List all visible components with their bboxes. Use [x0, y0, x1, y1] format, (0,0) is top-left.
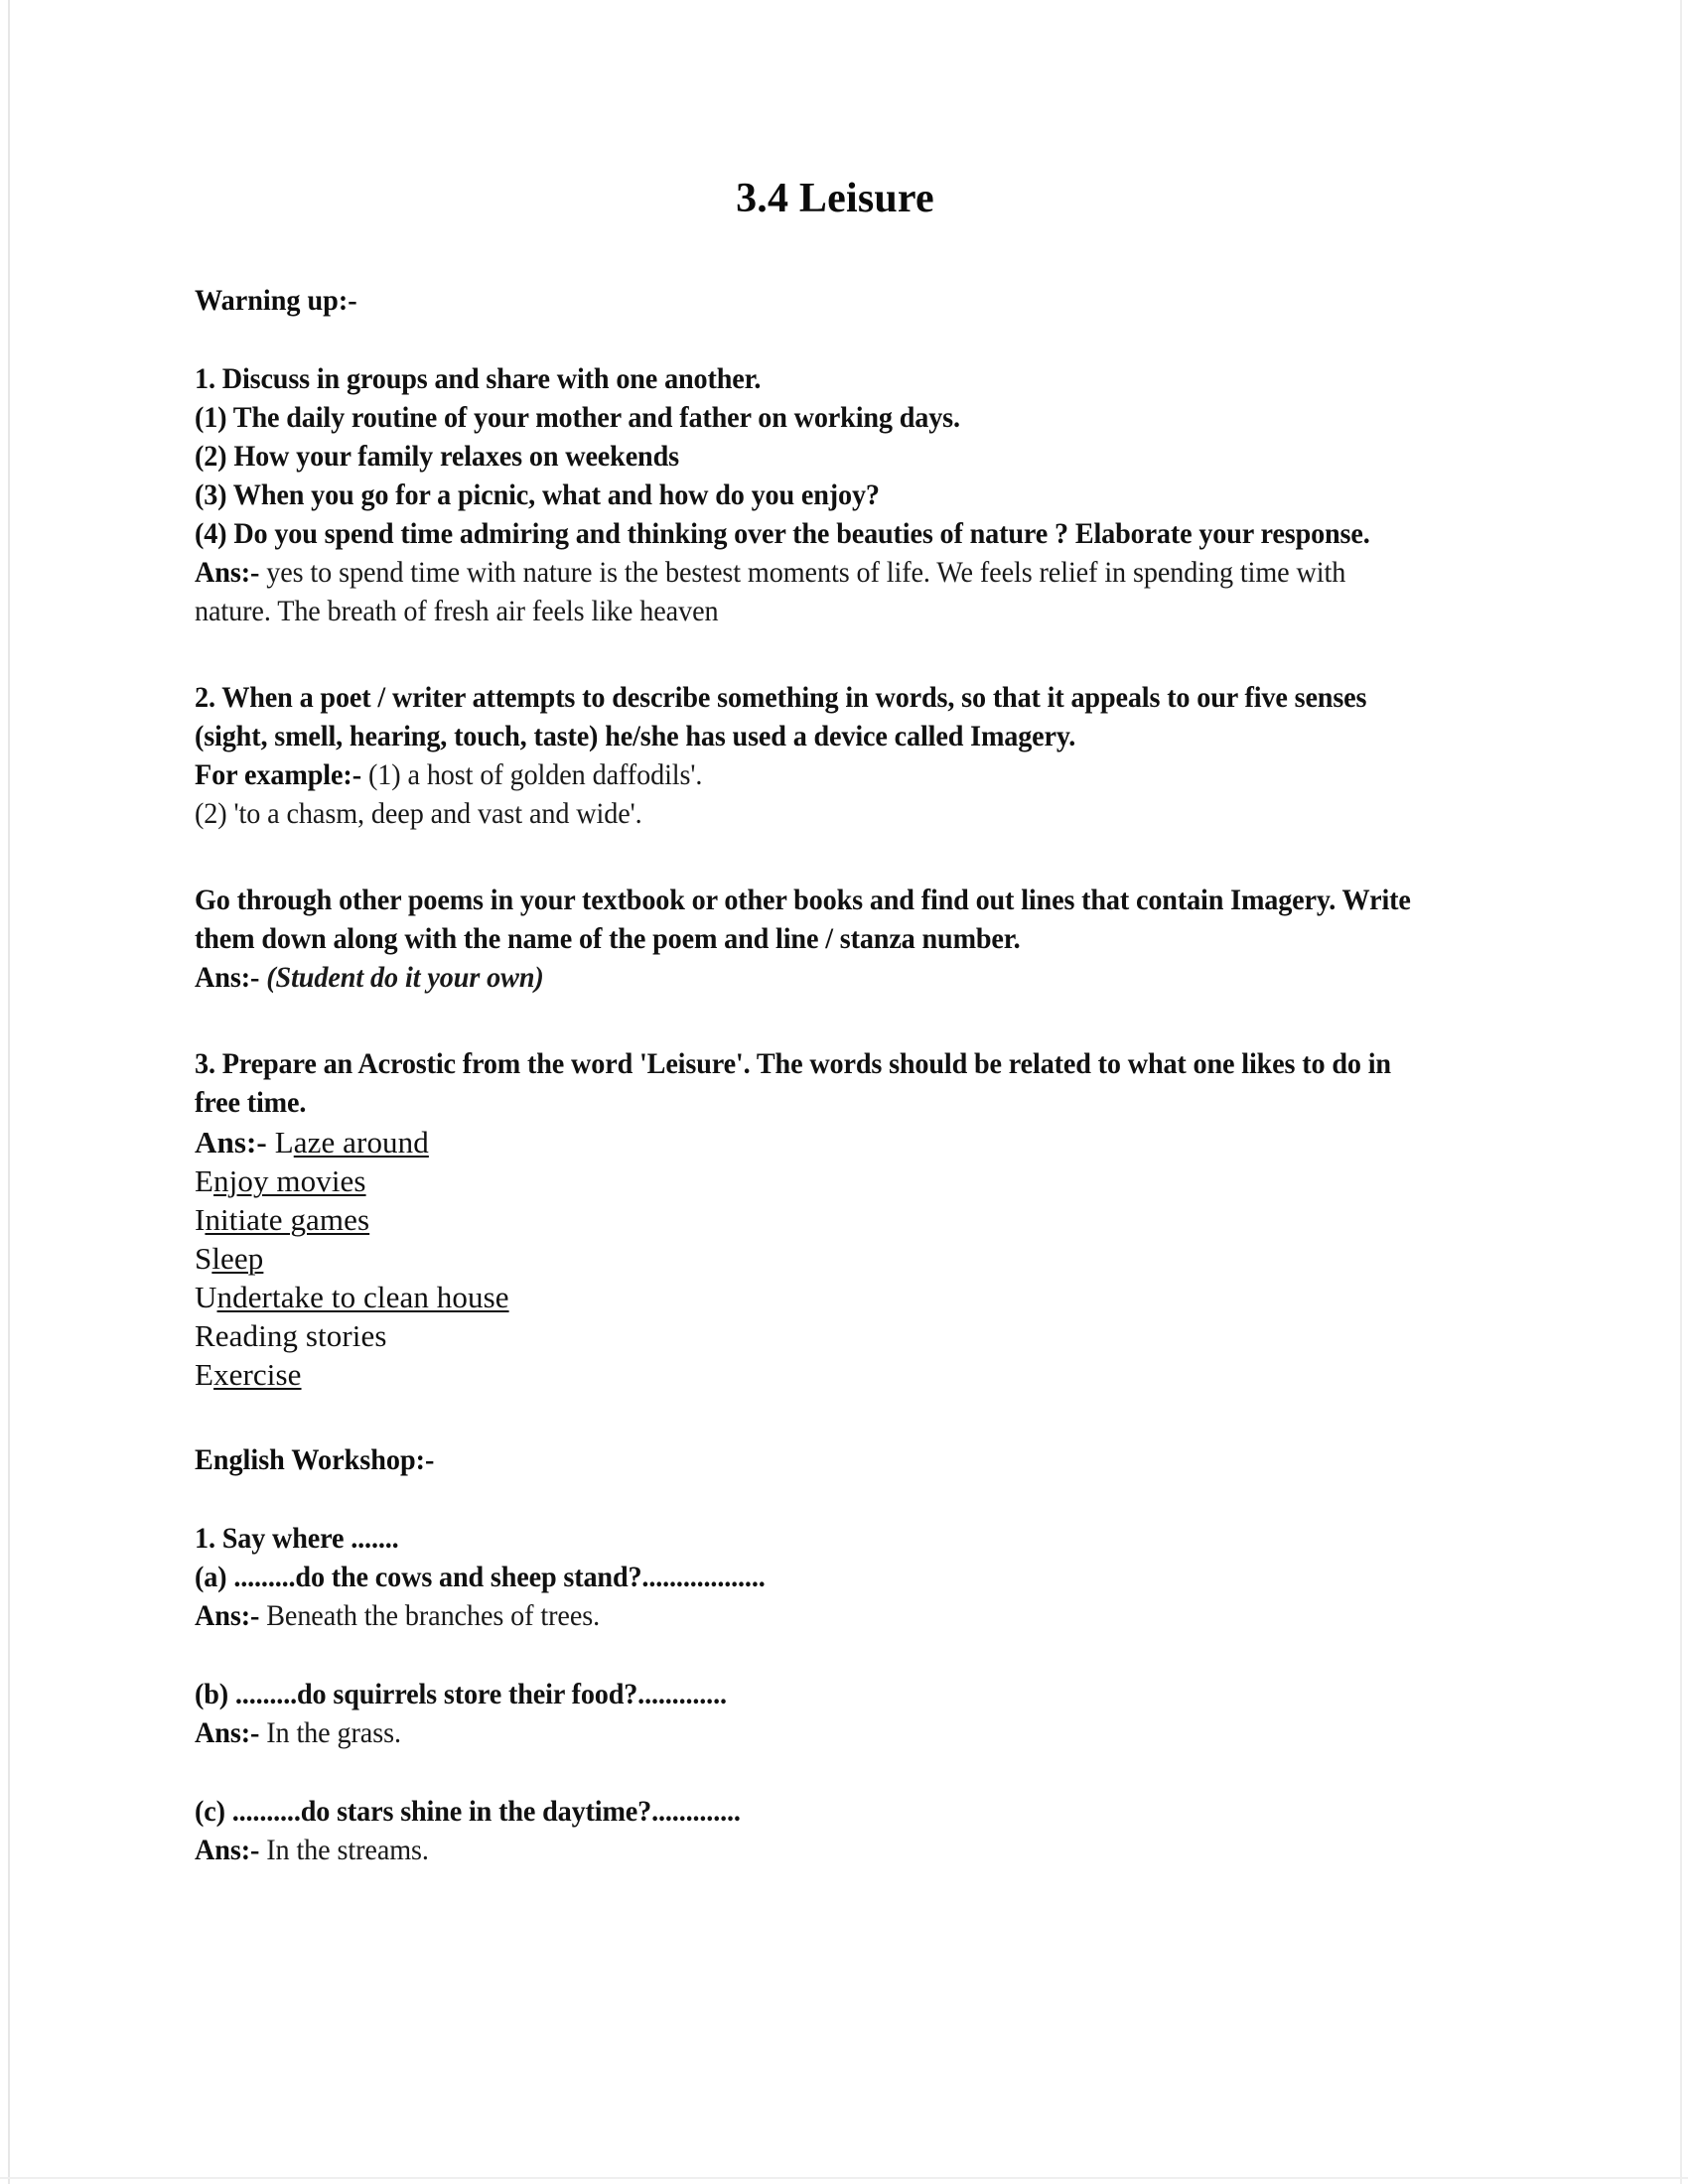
- acrostic-line: [195, 1355, 1476, 1394]
- acrostic-line: [195, 1161, 1476, 1200]
- workshop-item-a-answer: [195, 1597, 1418, 1636]
- workshop-question-1-stem: 1. Say where .......: [195, 1523, 399, 1555]
- question-1-item-1: (1) The daily routine of your mother and father on working days.: [195, 402, 960, 434]
- acrostic-rest: ndertake to clean house: [216, 1280, 509, 1314]
- acrostic-rest: aze around: [293, 1125, 429, 1160]
- scan-edge-right: [1680, 0, 1682, 2184]
- page-title: 3.4 Leisure: [736, 176, 934, 221]
- question-1-item-3: (3) When you go for a picnic, what and how do you enjoy?: [195, 479, 880, 511]
- question-1-item-4: (4) Do you spend time admiring and thinking over the beauties of nature ? Elaborate your response.: [195, 518, 1370, 550]
- acrostic-initial: E: [195, 1163, 214, 1198]
- spacer: [195, 1480, 1476, 1520]
- acrostic-initial: R: [195, 1318, 215, 1353]
- acrostic-line: [195, 1316, 1476, 1355]
- answer-label: Ans:-: [195, 1600, 260, 1632]
- acrostic-rest: njoy movies: [213, 1163, 366, 1198]
- spacer: [195, 998, 1476, 1045]
- acrostic-rest: eading stories: [214, 1318, 387, 1353]
- scan-edge-left: [8, 0, 10, 2184]
- answer-text: (Student do it your own): [259, 962, 544, 994]
- answer-text: Beneath the branches of trees.: [259, 1600, 601, 1632]
- acrostic-rest: leep: [211, 1241, 264, 1276]
- acrostic-line: [195, 1278, 1476, 1316]
- question-1-item-2: (2) How your family relaxes on weekends: [195, 441, 679, 473]
- document-content: [195, 175, 1476, 1870]
- workshop-item-b-question: (b) .........do squirrels store their food?.............: [195, 1679, 727, 1710]
- answer-label: Ans:-: [195, 557, 260, 589]
- answer-text: In the streams.: [259, 1835, 429, 1866]
- answer-text: yes to spend time with nature is the bestest moments of life. We feels relief in spending time with nature. The breath of fresh air feels like heaven: [195, 557, 1346, 627]
- answer-label: Ans:-: [195, 1717, 260, 1749]
- question-2-example-2: (2) 'to a chasm, deep and vast and wide'.: [195, 798, 642, 830]
- example-label: For example:-: [195, 759, 362, 791]
- acrostic-initial: S: [195, 1241, 212, 1276]
- acrostic-initial: U: [195, 1280, 217, 1314]
- acrostic-line: [195, 1123, 1476, 1161]
- workshop-item-c-question: (c) ..........do stars shine in the daytime?.............: [195, 1796, 741, 1828]
- acrostic-line: [195, 1200, 1476, 1239]
- answer-2: [195, 959, 1418, 998]
- question-1-stem: 1. Discuss in groups and share with one another.: [195, 363, 762, 395]
- workshop-item-b-answer: [195, 1714, 1418, 1753]
- section-heading-warming-up: Warning up:-: [195, 285, 357, 317]
- workshop-item-a-question: (a) .........do the cows and sheep stand?..................: [195, 1562, 766, 1593]
- acrostic-line: [195, 1239, 1476, 1278]
- question-2-task: Go through other poems in your textbook or other books and find out lines that contain Imagery. Write them down along with the name of the poem and line / stanza number.: [195, 885, 1411, 955]
- spacer: [195, 631, 1476, 679]
- answer-label: Ans:-: [195, 962, 260, 994]
- answer-label: Ans:-: [195, 1835, 260, 1866]
- example-text-1: (1) a host of golden daffodils'.: [361, 759, 703, 791]
- acrostic-initial: I: [195, 1202, 206, 1237]
- scan-edge-bottom: [0, 2177, 1688, 2179]
- spacer: [195, 834, 1476, 882]
- acrostic-initial: L: [274, 1125, 294, 1160]
- answer-label: Ans:-: [195, 1125, 267, 1160]
- spacer: [195, 1753, 1476, 1793]
- spacer: [195, 1636, 1476, 1676]
- question-2-stem: 2. When a poet / writer attempts to describe something in words, so that it appeals to our five senses (sight, smell, hearing, touch, taste) he/she has used a device called Imagery.: [195, 682, 1367, 752]
- acrostic-initial: E: [195, 1357, 214, 1392]
- acrostic-rest: nitiate games: [205, 1202, 370, 1237]
- answer-text: In the grass.: [259, 1717, 401, 1749]
- question-3-stem: 3. Prepare an Acrostic from the word 'Leisure'. The words should be related to what one likes to do in free time.: [195, 1048, 1391, 1119]
- section-heading-english-workshop: English Workshop:-: [195, 1444, 435, 1476]
- spacer: [195, 1394, 1476, 1441]
- spacer: [195, 321, 1476, 360]
- workshop-item-c-answer: [195, 1832, 1418, 1870]
- acrostic-rest: xercise: [213, 1357, 302, 1392]
- answer-1: [195, 554, 1418, 631]
- question-2-example-1: [195, 756, 1418, 795]
